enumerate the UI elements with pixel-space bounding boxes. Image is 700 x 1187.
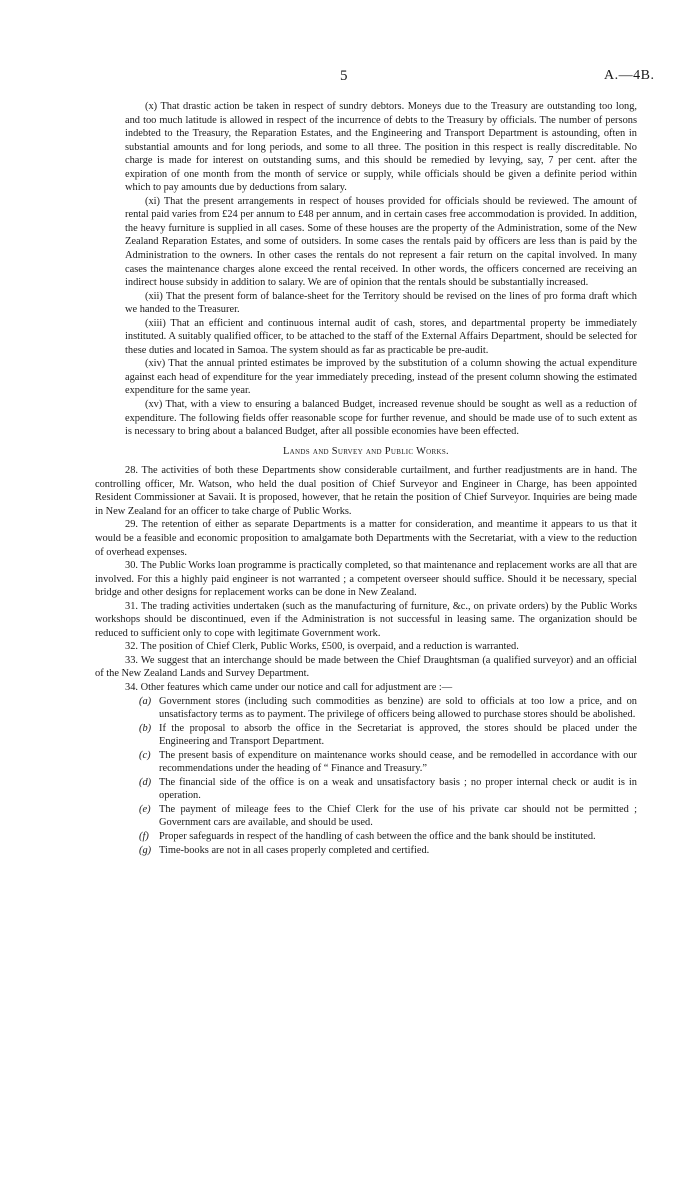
list-item: [139, 844, 637, 858]
list-item-label: (e): [139, 803, 151, 815]
adjustment-list: [95, 695, 637, 858]
page-number: 5: [340, 68, 348, 84]
document-body: [95, 100, 637, 857]
list-item-label: (f): [139, 830, 149, 842]
paragraph-34: 34. Other features which came under our notice and call for adjustment are :—: [125, 681, 453, 693]
document-reference: A.—4B.: [604, 68, 655, 83]
paragraph-29: 29. The retention of either as separate Departments is a matter for consideration, and meantime it appears to us that it would be a feasible and economic proposition to amalgamate both Departments with the Secretariat, with a view to the reduction of overhead expenses.: [95, 519, 637, 558]
paragraph-xi: (xi) That the present arrangements in respect of houses provided for officials should be reviewed. The amount of rental paid varies from £24 per annum to £48 per annum, and in certain cases free accommodation is provided. In addition, the heavy furniture is supplied in all cases. Some of these houses are the property of the Administration, some of the New Zealand Reparation Estates, and some of outsiders. In some cases the rentals paid by officers are less than is paid by the Administration to the owners. In other cases the rentals do not represent a fair return on the capital involved. In many cases the maintenance charges alone exceed the rental received. In other words, the officers concerned are receiving an indirect house subsidy in addition to salary. We are of opinion that the rentals should be substantially increased.: [125, 195, 637, 289]
list-item-text: The payment of mileage fees to the Chief Clerk for the use of his private car should not be permitted ; Government cars are available, and should be used.: [159, 803, 637, 829]
list-item-text: If the proposal to absorb the office in the Secretariat is approved, the stores should be placed under the Engineering and Transport Department.: [159, 722, 637, 748]
paragraph-30: 30. The Public Works loan programme is practically completed, so that maintenance and replacement works are all that are involved. For this a highly paid engineer is not warranted ; a competent overseer should suffice. Should it be necessary, special bridge and other designs for replacement works can be done in New Zealand.: [95, 560, 637, 599]
list-item-label: (a): [139, 695, 152, 707]
list-item-label: (d): [139, 776, 152, 788]
list-item-label: (g): [139, 844, 152, 856]
list-item-label: (c): [139, 749, 151, 761]
list-item: [139, 695, 637, 722]
list-item-label: (b): [139, 722, 152, 734]
paragraph-xv: (xv) That, with a view to ensuring a balanced Budget, increased revenue should be sought as well as a reduction of expenditure. The following fields offer reasonable scope for further revenue, and should be made use of to such extent as is necessary to bring about a balanced Budget, after all possible economies have been effected.: [125, 399, 637, 438]
section-heading: Lands and Survey and Public Works.: [283, 445, 449, 457]
paragraph-xiii: (xiii) That an efficient and continuous internal audit of cash, stores, and departmental property be immediately instituted. A suitably qualified officer, to be attached to the staff of the External Affairs Department, should be selected for these duties and located in Samoa. The system should as far as practicable be pre-audit.: [125, 317, 637, 356]
list-item: [139, 830, 637, 844]
paragraph-28: 28. The activities of both these Departments show considerable curtailment, and further readjustments are in hand. The controlling officer, Mr. Watson, who held the dual position of Chief Surveyor and Engineer in Charge, has been appointed Resident Commissioner at Savaii. It is proposed, however, that he retain the position of Chief Surveyor. Inquiries are being made in New Zealand for an officer to take charge of Public Works.: [95, 465, 637, 517]
list-item: [139, 803, 637, 830]
list-item: [139, 722, 637, 749]
paragraph-x: (x) That drastic action be taken in respect of sundry debtors. Moneys due to the Treasury are outstanding too long, and too much latitude is allowed in respect of the incurrence of debts to the Treasury by officials. The number of persons indebted to the Treasury, the Reparation Estates, and the Engineering and Transport Department is astounding, often in substantial amounts and for long periods, and some to all three. The position in this respect is really discreditable. No charge is made for interest on outstanding sums, and this should be remedied by levying, say, 7 per cent. after the expiration of one month from the month of service or supply, while officials should be given a definite period within which to pay amounts due by deductions from salary.: [125, 101, 637, 194]
list-item: [139, 776, 637, 803]
list-item-text: Government stores (including such commodities as benzine) are sold to officials at too low a price, and on unsatisfactory terms as to payment. The privilege of officers being allowed to purchase stores should be abolished.: [159, 695, 637, 721]
paragraph-xiv: (xiv) That the annual printed estimates be improved by the substitution of a column showing the actual expenditure against each head of expenditure for the year immediately preceding, instead of the present column showing the estimated expenditure for the same year.: [125, 358, 637, 397]
list-item-text: Proper safeguards in respect of the handling of cash between the office and the bank should be instituted.: [159, 830, 596, 842]
list-item-text: The present basis of expenditure on maintenance works should cease, and be remodelled in accordance with our recommendations under the heading of “ Finance and Treasury.”: [159, 749, 637, 775]
paragraph-31: 31. The trading activities undertaken (such as the manufacturing of furniture, &c., on private orders) by the Public Works workshops should be discontinued, even if the Administration is not successful in leasing same. The organization should be reduced to sufficient only to cope with legitimate Government work.: [95, 600, 637, 639]
paragraph-32: 32. The position of Chief Clerk, Public Works, £500, is overpaid, and a reduction is warranted.: [125, 641, 519, 653]
paragraph-xii: (xii) That the present form of balance-sheet for the Territory should be revised on the lines of pro forma draft which we handed to the Treasurer.: [125, 290, 637, 316]
list-item-text: The financial side of the office is on a weak and unsatisfactory basis ; no proper internal check or audit is in operation.: [159, 776, 637, 802]
paragraph-33: 33. We suggest that an interchange should be made between the Chief Draughtsman (a qualified surveyor) and an official of the New Zealand Lands and Survey Department.: [95, 654, 637, 680]
list-item: [139, 749, 637, 776]
list-item-text: Time-books are not in all cases properly completed and certified.: [159, 844, 430, 856]
